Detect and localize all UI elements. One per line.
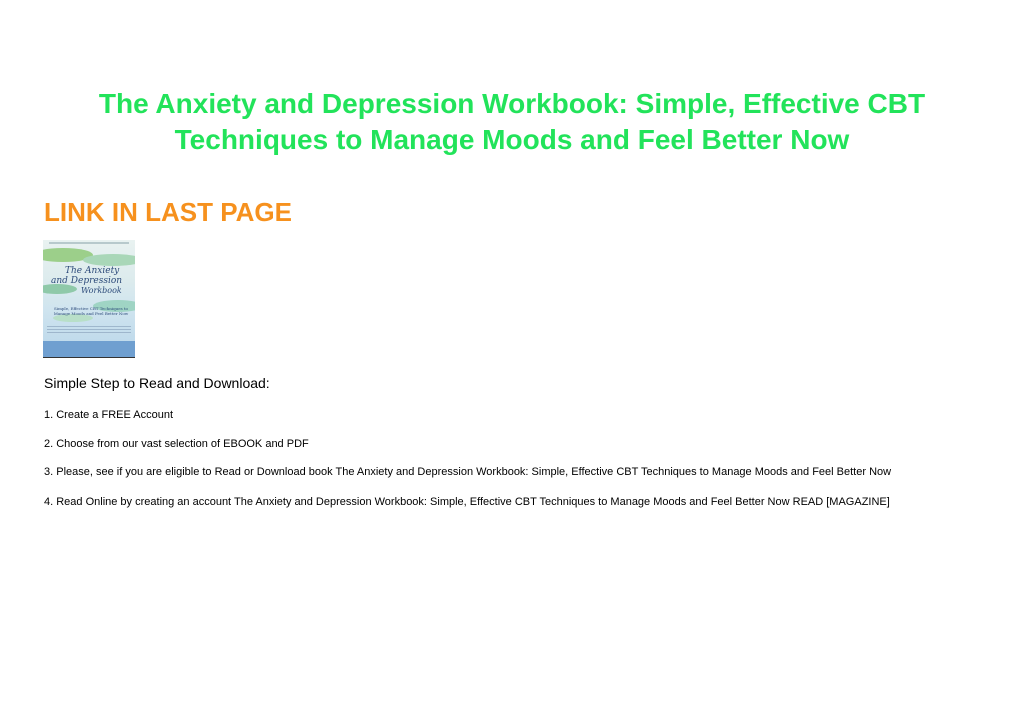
step-item: 2. Choose from our vast selection of EBOOK and PDF (44, 438, 309, 450)
step-item: 3. Please, see if you are eligible to Read or Download book The Anxiety and Depression Workbook: Simple, Effective CBT Techniques to Manage Moods and Feel Better Now (44, 466, 892, 478)
step-item: 1. Create a FREE Account (44, 409, 174, 421)
link-in-last-page-heading[interactable]: LINK IN LAST PAGE (44, 197, 292, 227)
cover-title-line3: Workbook (81, 286, 122, 295)
cover-hill (83, 254, 135, 266)
cover-blurb-text (47, 326, 131, 334)
book-cover-image (43, 240, 135, 358)
cover-title-line1: The Anxiety (65, 266, 120, 276)
steps-heading: Simple Step to Read and Download: (44, 375, 270, 391)
step-item: 4. Read Online by creating an account The Anxiety and Depression Workbook: Simple, Effective CBT Techniques to Manage Moods and Feel Better Now READ [MAGAZINE] (44, 496, 890, 508)
cover-title (51, 266, 131, 296)
cover-subtitle: Simple, Effective CBT Techniques to Manage Moods and Feel Better Now (53, 306, 129, 316)
cover-bottom-band (43, 341, 135, 357)
cover-top-strip (49, 242, 129, 244)
cover-title-line2: and Depression (51, 276, 123, 286)
page-title: The Anxiety and Depression Workbook: Simple, Effective CBT Techniques to Manage Moods and Feel Better Now (98, 88, 926, 155)
